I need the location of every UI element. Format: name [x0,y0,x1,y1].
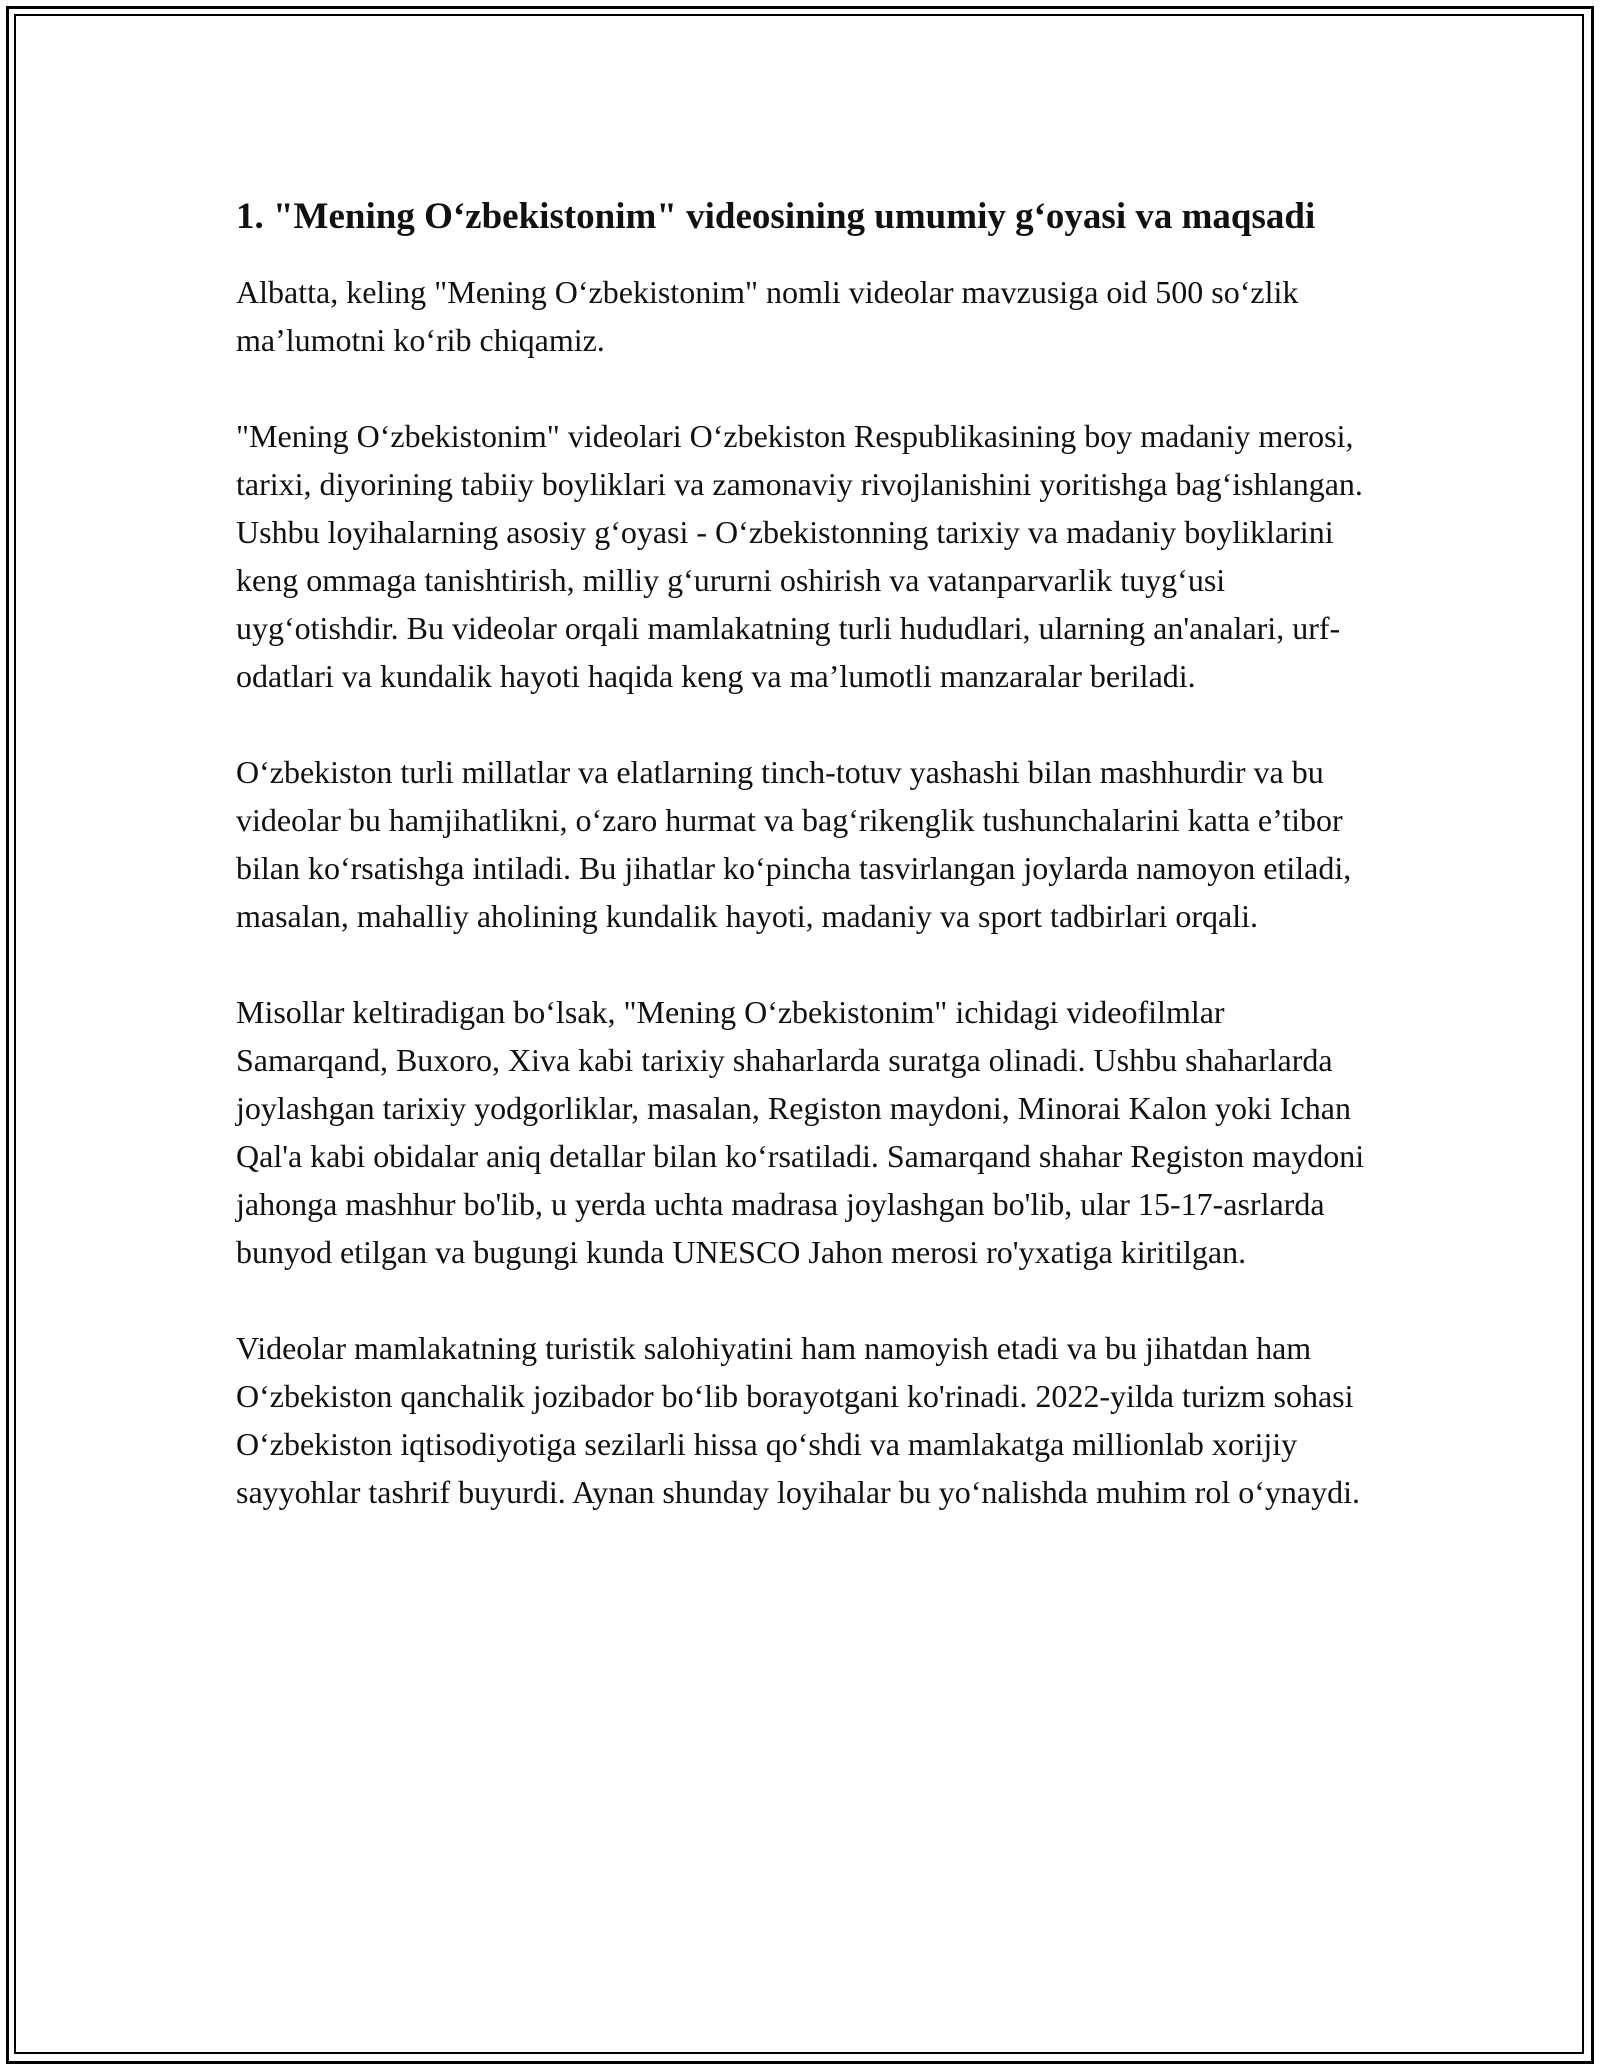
paragraph-intro: Albatta, keling "Mening O‘zbekistonim" nomli videolar mavzusiga oid 500 so‘zlik ma’lumotni ko‘rib chiqamiz. [236,274,1299,358]
document-body [236,190,1376,1564]
paragraph-tourism: Videolar mamlakatning turistik salohiyatini ham namoyish etadi va bu jihatdan ham O‘zbekiston qanchalik jozibador bo‘lib borayotgani ko'rinadi. 2022-yilda turizm sohasi O‘zbekiston iqtisodiyotiga sezilarli hissa qo‘shdi va mamlakatga millionlab xorijiy sayyohlar tashrif buyurdi. Aynan shunday loyihalar bu yo‘nalishda muhim rol o‘ynaydi. [236,1330,1360,1510]
section-heading: 1. "Mening O‘zbekistonim" videosining umumiy g‘oyasi va maqsadi [236,196,1316,237]
paragraph-examples: Misollar keltiradigan bo‘lsak, "Mening O‘zbekistonim" ichidagi videofilmlar Samarqand, Buxoro, Xiva kabi tarixiy shaharlarda suratga olinadi. Ushbu shaharlarda joylashgan tarixiy yodgorliklar, masalan, Registon maydoni, Minorai Kalon yoki Ichan Qal'a kabi obidalar aniq detallar bilan ko‘rsatiladi. Samarqand shahar Registon maydoni jahonga mashhur bo'lib, u yerda uchta madrasa joylashgan bo'lib, ular 15-17-asrlarda bunyod etilgan va bugungi kunda UNESCO Jahon merosi ro'yxatiga kiritilgan. [236,994,1365,1270]
paragraph-overview: "Mening O‘zbekistonim" videolari O‘zbekiston Respublikasining boy madaniy merosi, tarixi, diyorining tabiiy boyliklari va zamonaviy rivojlanishini yoritishga bag‘ishlangan. Ushbu loyihalarning asosiy g‘oyasi - O‘zbekistonning tarixiy va madaniy boyliklarini keng ommaga tanishtirish, milliy g‘ururni oshirish va vatanparvarlik tuyg‘usi uyg‘otishdir. Bu videolar orqali mamlakatning turli hududlari, ularning an'analari, urf-odatlari va kundalik hayoti haqida keng va ma’lumotli manzaralar beriladi. [236,418,1363,694]
paragraph-diversity: O‘zbekiston turli millatlar va elatlarning tinch-totuv yashashi bilan mashhurdir va bu videolar bu hamjihatlikni, o‘zaro hurmat va bag‘rikenglik tushunchalarini katta e’tibor bilan ko‘rsatishga intiladi. Bu jihatlar ko‘pincha tasvirlangan joylarda namoyon etiladi, masalan, mahalliy aholining kundalik hayoti, madaniy va sport tadbirlari orqali. [236,754,1352,934]
